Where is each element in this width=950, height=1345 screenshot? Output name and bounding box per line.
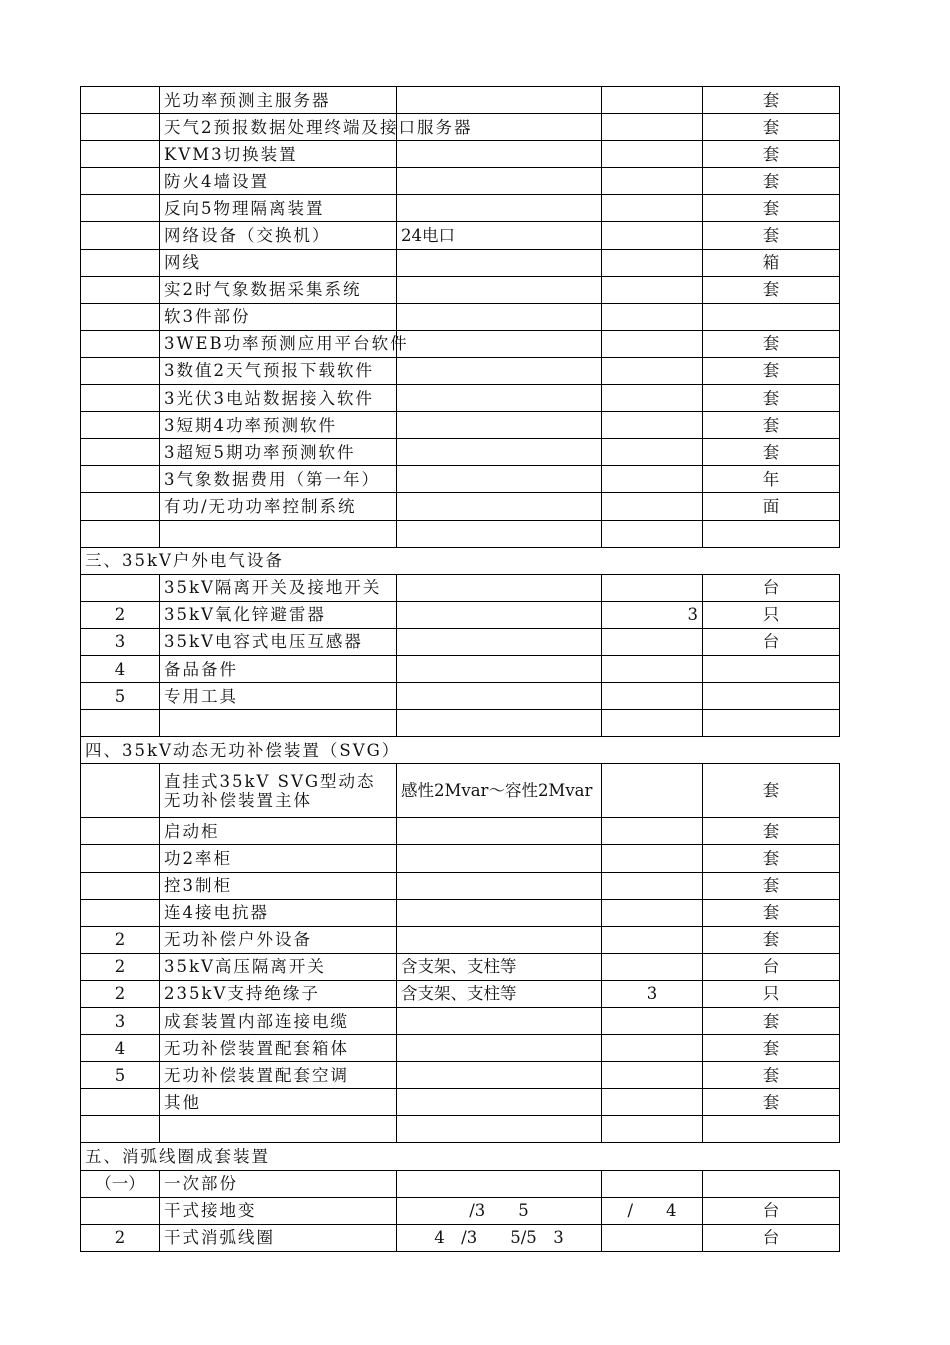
item-number-cell: 4: [81, 655, 160, 682]
specification-cell: [397, 710, 602, 737]
specification-cell: [397, 655, 602, 682]
unit-cell: 套: [703, 168, 840, 195]
item-number-cell: [81, 493, 160, 520]
table-row: [81, 87, 840, 114]
unit-cell: 只: [703, 980, 840, 1007]
unit-cell: 套: [703, 1008, 840, 1035]
specification-cell: [397, 439, 602, 466]
table-row: [81, 168, 840, 195]
item-number-cell: 2: [81, 1224, 160, 1251]
specification-cell: 4 /3 5/5 3: [397, 1224, 602, 1251]
unit-cell: 套: [703, 357, 840, 384]
unit-cell: 套: [703, 899, 840, 926]
table-row: [81, 818, 840, 845]
blank-row: [81, 520, 840, 547]
table-row: [81, 845, 840, 872]
item-number-cell: [81, 818, 160, 845]
specification-cell: [397, 683, 602, 710]
equipment-list-sheet: [80, 86, 840, 1252]
specification-cell: [397, 1116, 602, 1143]
unit-cell: 套: [703, 872, 840, 899]
unit-cell: [703, 710, 840, 737]
equipment-name-cell: 一次部份: [160, 1170, 397, 1197]
specification-cell: [397, 574, 602, 601]
equipment-name-cell: 控3制柜: [160, 872, 397, 899]
equipment-name-cell: 备品备件: [160, 655, 397, 682]
specification-cell: [397, 385, 602, 412]
item-number-cell: [81, 520, 160, 547]
specification-cell: [397, 303, 602, 330]
item-number-cell: 3: [81, 628, 160, 655]
equipment-name-cell: 3数值2天气预报下载软件: [160, 357, 397, 384]
specification-cell: [397, 168, 602, 195]
unit-cell: 套: [703, 845, 840, 872]
equipment-name-cell: [160, 1116, 397, 1143]
specification-cell: /3 5: [397, 1197, 602, 1224]
quantity-cell: [602, 953, 703, 980]
equipment-name-cell: [160, 710, 397, 737]
specification-cell: [397, 276, 602, 303]
item-number-cell: [81, 872, 160, 899]
quantity-cell: [602, 1008, 703, 1035]
equipment-name-cell: 专用工具: [160, 683, 397, 710]
equipment-name-cell: 功2率柜: [160, 845, 397, 872]
specification-cell: 24电口: [397, 222, 602, 249]
table-row: [81, 195, 840, 222]
item-number-cell: [81, 141, 160, 168]
equipment-name-cell: 无功补偿装置配套空调: [160, 1062, 397, 1089]
item-number-cell: [81, 1197, 160, 1224]
table-row: [81, 493, 840, 520]
item-number-cell: [81, 1116, 160, 1143]
item-number-cell: [81, 764, 160, 818]
table-row: [81, 953, 840, 980]
unit-cell: 台: [703, 1224, 840, 1251]
specification-cell: [397, 1089, 602, 1116]
equipment-name-cell: 3气象数据费用（第一年）: [160, 466, 397, 493]
unit-cell: [703, 520, 840, 547]
table-row: [81, 574, 840, 601]
quantity-cell: [602, 1170, 703, 1197]
quantity-cell: [602, 710, 703, 737]
item-number-cell: 4: [81, 1035, 160, 1062]
equipment-name-cell: 实2时气象数据采集系统: [160, 276, 397, 303]
equipment-name-cell: 35kV氧化锌避雷器: [160, 601, 397, 628]
specification-cell: [397, 1035, 602, 1062]
quantity-cell: [602, 385, 703, 412]
quantity-cell: / 4: [602, 1197, 703, 1224]
section-title: 五、消弧线圈成套装置: [81, 1143, 840, 1170]
quantity-cell: [602, 1089, 703, 1116]
item-number-cell: [81, 195, 160, 222]
quantity-cell: [602, 303, 703, 330]
equipment-name-cell: 网络设备（交换机）: [160, 222, 397, 249]
table-row: [81, 385, 840, 412]
unit-cell: 只: [703, 601, 840, 628]
specification-cell: [397, 249, 602, 276]
item-number-cell: [81, 276, 160, 303]
section-title: 四、35kV动态无功补偿装置（SVG）: [81, 737, 840, 764]
specification-cell: [397, 87, 602, 114]
quantity-cell: [602, 330, 703, 357]
specification-cell: [397, 1170, 602, 1197]
specification-cell: [397, 926, 602, 953]
equipment-name-cell: 软3件部份: [160, 303, 397, 330]
quantity-cell: [602, 926, 703, 953]
item-number-cell: 5: [81, 683, 160, 710]
quantity-cell: [602, 628, 703, 655]
quantity-cell: [602, 1224, 703, 1251]
equipment-name-cell: 35kV隔离开关及接地开关: [160, 574, 397, 601]
specification-cell: [397, 466, 602, 493]
specification-cell: [397, 141, 602, 168]
table-row: [81, 1224, 840, 1251]
table-row: [81, 926, 840, 953]
quantity-cell: [602, 357, 703, 384]
item-number-cell: （一）: [81, 1170, 160, 1197]
equipment-name-cell: 反向5物理隔离装置: [160, 195, 397, 222]
table-row: [81, 628, 840, 655]
equipment-name-cell: 干式消弧线圈: [160, 1224, 397, 1251]
equipment-table: [80, 86, 840, 1252]
unit-cell: 台: [703, 1197, 840, 1224]
unit-cell: 套: [703, 1035, 840, 1062]
equipment-name-cell: [160, 520, 397, 547]
item-number-cell: [81, 330, 160, 357]
equipment-name-cell: 启动柜: [160, 818, 397, 845]
quantity-cell: [602, 276, 703, 303]
quantity-cell: [602, 466, 703, 493]
table-row: [81, 1197, 840, 1224]
equipment-name-cell: KVM3切换装置: [160, 141, 397, 168]
equipment-name-cell: 成套装置内部连接电缆: [160, 1008, 397, 1035]
quantity-cell: [602, 520, 703, 547]
table-row: [81, 466, 840, 493]
table-row: [81, 439, 840, 466]
item-number-cell: 2: [81, 980, 160, 1007]
item-number-cell: 2: [81, 953, 160, 980]
unit-cell: 套: [703, 385, 840, 412]
specification-cell: [397, 1062, 602, 1089]
equipment-name-cell: 3短期4功率预测软件: [160, 412, 397, 439]
item-number-cell: [81, 303, 160, 330]
quantity-cell: 3: [602, 601, 703, 628]
equipment-name-cell: 其他: [160, 1089, 397, 1116]
section-header-row: [81, 737, 840, 764]
unit-cell: 套: [703, 412, 840, 439]
quantity-cell: [602, 899, 703, 926]
table-row: [81, 276, 840, 303]
unit-cell: 台: [703, 953, 840, 980]
unit-cell: 套: [703, 818, 840, 845]
item-number-cell: [81, 466, 160, 493]
unit-cell: 箱: [703, 249, 840, 276]
table-row: [81, 1089, 840, 1116]
unit-cell: [703, 1116, 840, 1143]
item-number-cell: [81, 439, 160, 466]
equipment-name-cell: 干式接地变: [160, 1197, 397, 1224]
unit-cell: 套: [703, 141, 840, 168]
quantity-cell: [602, 845, 703, 872]
specification-cell: 含支架、支柱等: [397, 953, 602, 980]
table-row: [81, 412, 840, 439]
equipment-name-cell: 防火4墙设置: [160, 168, 397, 195]
table-row: [81, 357, 840, 384]
unit-cell: [703, 683, 840, 710]
quantity-cell: [602, 114, 703, 141]
item-number-cell: [81, 87, 160, 114]
section-title: 三、35kV户外电气设备: [81, 547, 840, 574]
quantity-cell: [602, 168, 703, 195]
item-number-cell: [81, 168, 160, 195]
table-row: [81, 249, 840, 276]
specification-cell: [397, 899, 602, 926]
item-number-cell: [81, 114, 160, 141]
item-number-cell: [81, 385, 160, 412]
item-number-cell: [81, 222, 160, 249]
item-number-cell: [81, 899, 160, 926]
specification-cell: [397, 845, 602, 872]
table-row: [81, 899, 840, 926]
equipment-name-cell: 无功补偿装置配套箱体: [160, 1035, 397, 1062]
unit-cell: 套: [703, 926, 840, 953]
equipment-name-cell: 3超短5期功率预测软件: [160, 439, 397, 466]
section-header-row: [81, 1143, 840, 1170]
equipment-name-cell: 35kV电容式电压互感器: [160, 628, 397, 655]
item-number-cell: 5: [81, 1062, 160, 1089]
table-row: [81, 764, 840, 818]
equipment-name-cell: 3WEB功率预测应用平台软件: [160, 330, 397, 357]
equipment-table-body: [81, 87, 840, 1252]
specification-cell: [397, 628, 602, 655]
unit-cell: 套: [703, 114, 840, 141]
item-number-cell: [81, 574, 160, 601]
specification-cell: [397, 493, 602, 520]
section-header-row: [81, 547, 840, 574]
quantity-cell: [602, 1035, 703, 1062]
table-row: [81, 872, 840, 899]
table-row: [81, 655, 840, 682]
blank-row: [81, 710, 840, 737]
specification-cell: [397, 1008, 602, 1035]
specification-cell: [397, 520, 602, 547]
quantity-cell: [602, 493, 703, 520]
unit-cell: 台: [703, 574, 840, 601]
quantity-cell: [602, 574, 703, 601]
unit-cell: 套: [703, 439, 840, 466]
unit-cell: 套: [703, 330, 840, 357]
specification-cell: [397, 195, 602, 222]
item-number-cell: [81, 1089, 160, 1116]
quantity-cell: [602, 87, 703, 114]
table-row: [81, 303, 840, 330]
quantity-cell: [602, 195, 703, 222]
equipment-name-cell: 直挂式35kV SVG型动态无功补偿装置主体: [160, 764, 397, 818]
equipment-name-cell: 235kV支持绝缘子: [160, 980, 397, 1007]
quantity-cell: 3: [602, 980, 703, 1007]
equipment-name-cell: 35kV高压隔离开关: [160, 953, 397, 980]
unit-cell: [703, 303, 840, 330]
quantity-cell: [602, 439, 703, 466]
table-row: [81, 1170, 840, 1197]
unit-cell: 套: [703, 276, 840, 303]
unit-cell: 台: [703, 628, 840, 655]
quantity-cell: [602, 1116, 703, 1143]
table-row: [81, 114, 840, 141]
equipment-name-cell: 网线: [160, 249, 397, 276]
unit-cell: [703, 1170, 840, 1197]
equipment-name-cell: 光功率预测主服务器: [160, 87, 397, 114]
quantity-cell: [602, 249, 703, 276]
blank-row: [81, 1116, 840, 1143]
item-number-cell: 3: [81, 1008, 160, 1035]
equipment-name-cell: 无功补偿户外设备: [160, 926, 397, 953]
equipment-name-cell: 天气2预报数据处理终端及接口服务器: [160, 114, 397, 141]
item-number-cell: [81, 710, 160, 737]
item-number-cell: [81, 249, 160, 276]
quantity-cell: [602, 1062, 703, 1089]
unit-cell: 面: [703, 493, 840, 520]
table-row: [81, 683, 840, 710]
item-number-cell: 2: [81, 601, 160, 628]
unit-cell: 套: [703, 87, 840, 114]
quantity-cell: [602, 683, 703, 710]
quantity-cell: [602, 141, 703, 168]
equipment-name-cell: 3光伏3电站数据接入软件: [160, 385, 397, 412]
item-number-cell: [81, 357, 160, 384]
specification-cell: [397, 872, 602, 899]
specification-cell: 含支架、支柱等: [397, 980, 602, 1007]
specification-cell: [397, 330, 602, 357]
table-row: [81, 601, 840, 628]
unit-cell: [703, 655, 840, 682]
unit-cell: 套: [703, 195, 840, 222]
table-row: [81, 1062, 840, 1089]
item-number-cell: [81, 845, 160, 872]
specification-cell: 感性2Mvar～容性2Mvar: [397, 764, 602, 818]
quantity-cell: [602, 764, 703, 818]
item-number-cell: 2: [81, 926, 160, 953]
specification-cell: [397, 357, 602, 384]
specification-cell: [397, 412, 602, 439]
table-row: [81, 222, 840, 249]
table-row: [81, 1035, 840, 1062]
unit-cell: 套: [703, 222, 840, 249]
quantity-cell: [602, 655, 703, 682]
unit-cell: 套: [703, 764, 840, 818]
item-number-cell: [81, 412, 160, 439]
equipment-name-cell: 有功/无功功率控制系统: [160, 493, 397, 520]
quantity-cell: [602, 222, 703, 249]
quantity-cell: [602, 818, 703, 845]
table-row: [81, 141, 840, 168]
specification-cell: [397, 818, 602, 845]
equipment-name-cell: 连4接电抗器: [160, 899, 397, 926]
unit-cell: 年: [703, 466, 840, 493]
table-row: [81, 980, 840, 1007]
table-row: [81, 330, 840, 357]
unit-cell: 套: [703, 1062, 840, 1089]
quantity-cell: [602, 872, 703, 899]
table-row: [81, 1008, 840, 1035]
specification-cell: [397, 601, 602, 628]
quantity-cell: [602, 412, 703, 439]
unit-cell: 套: [703, 1089, 840, 1116]
